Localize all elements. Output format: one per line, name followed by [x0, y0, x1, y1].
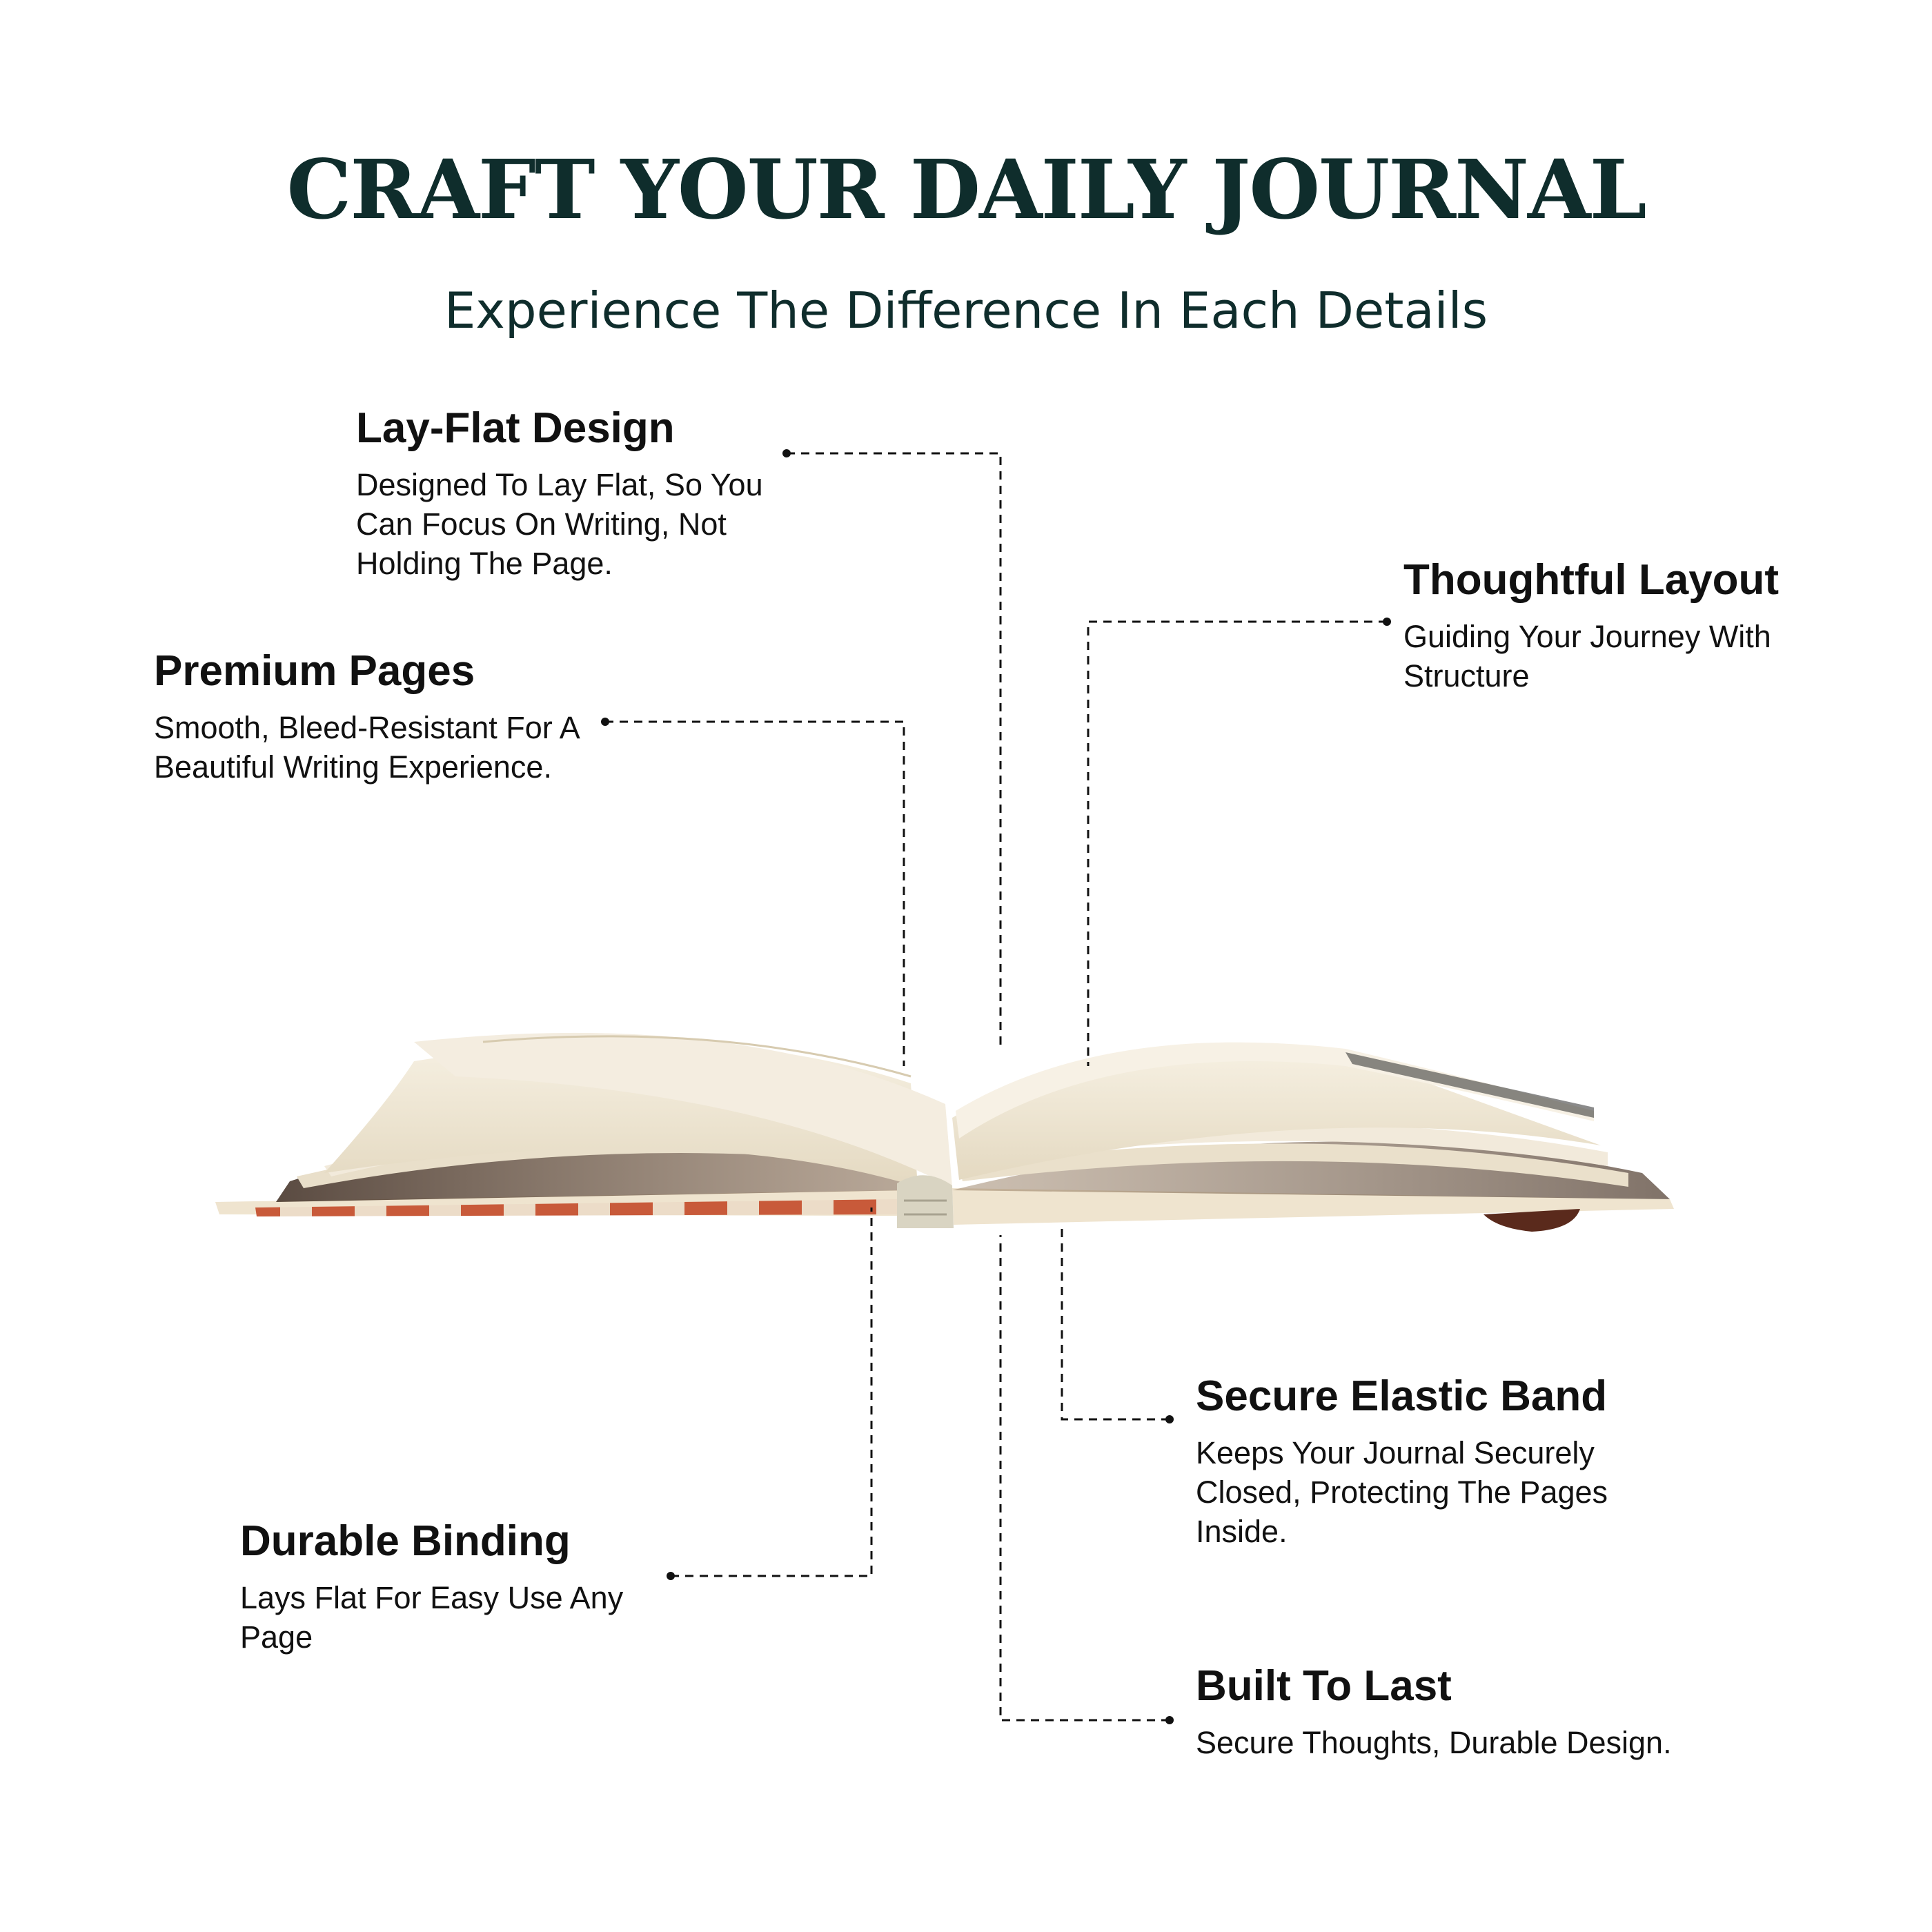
- connector-lay-flat: [782, 449, 1000, 1049]
- feature-title: Thoughtful Layout: [1403, 556, 1780, 604]
- feature-description: Designed To Lay Flat, So You Can Focus On Writing, Not Holding The Page.: [356, 467, 763, 582]
- feature-title: Lay-Flat Design: [356, 404, 675, 452]
- feature-title: Secure Elastic Band: [1196, 1372, 1608, 1420]
- feature-secure-elastic-band: [1196, 1372, 1679, 1551]
- feature-built-to-last: [1196, 1662, 1748, 1762]
- feature-title: Premium Pages: [154, 647, 475, 695]
- feature-description: Secure Thoughts, Durable Design.: [1196, 1725, 1672, 1761]
- feature-description: Keeps Your Journal Securely Closed, Protecting The Pages Inside.: [1196, 1435, 1608, 1550]
- feature-durable-binding: [240, 1517, 682, 1657]
- left-pages: [276, 1033, 952, 1202]
- page-title: CRAFT YOUR DAILY JOURNAL: [286, 141, 1646, 237]
- feature-premium-pages: [154, 647, 637, 787]
- connector-premium-pages: [601, 718, 904, 1066]
- feature-title: Built To Last: [1196, 1662, 1452, 1710]
- feature-title: Durable Binding: [240, 1517, 571, 1565]
- feature-description: Smooth, Bleed-Resistant For A Beautiful Writing Experience.: [154, 710, 579, 785]
- connector-elastic-band: [1062, 1227, 1174, 1423]
- right-pages: [952, 1043, 1670, 1199]
- connector-built-to-last: [1000, 1235, 1174, 1724]
- feature-thoughtful-layout: [1403, 555, 1845, 696]
- feature-description: Lays Flat For Easy Use Any Page: [240, 1580, 624, 1655]
- connector-durable-binding: [667, 1208, 871, 1580]
- connector-thoughtful-layout: [1088, 618, 1391, 1066]
- spine: [897, 1175, 954, 1228]
- feature-lay-flat-design: [356, 404, 784, 583]
- page-subtitle: Experience The Difference In Each Details: [444, 282, 1488, 339]
- feature-description: Guiding Your Journey With Structure: [1403, 619, 1771, 694]
